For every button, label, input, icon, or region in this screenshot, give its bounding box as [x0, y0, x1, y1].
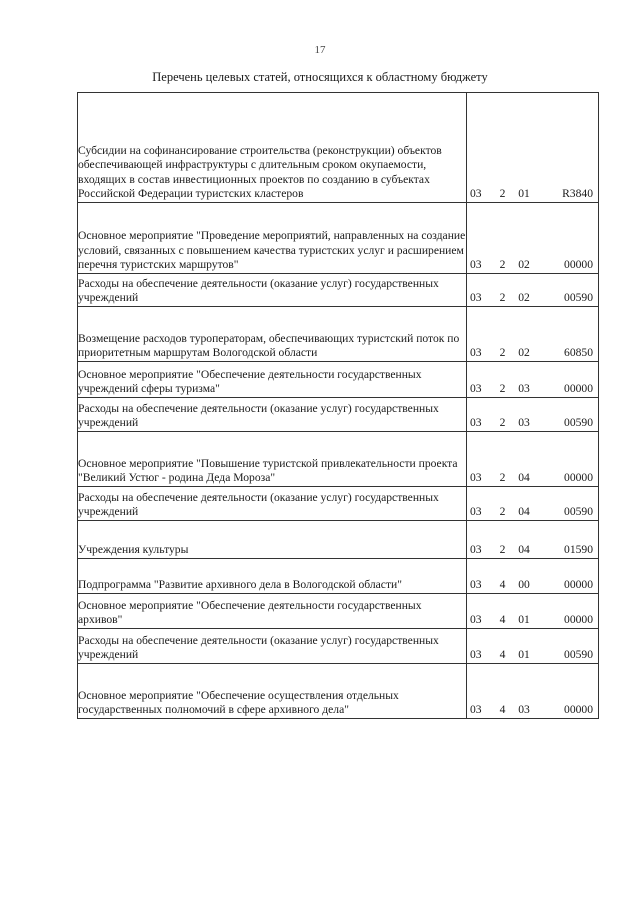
code-program: 03 [470, 291, 482, 305]
code-program: 03 [470, 346, 482, 360]
row-description: Расходы на обеспечение деятельности (оказание услуг) государственных учреждений [78, 487, 467, 521]
table-row [78, 362, 599, 398]
code-program: 03 [470, 258, 482, 272]
row-description: Расходы на обеспечение деятельности (оказание услуг) государственных учреждений [78, 398, 467, 432]
row-description: Субсидии на софинансирование строительства (реконструкции) объектов обеспечивающей инфраструктуры с длительным сроком окупаемости, входящих в состав инвестиционных проектов по созданию в субъектах Российской Федерации туристских кластеров [78, 93, 467, 203]
code-program: 03 [470, 187, 482, 201]
table-row [78, 664, 599, 719]
code-program: 03 [470, 613, 482, 627]
code-subprogram: 2 [499, 258, 506, 272]
code-program: 03 [470, 703, 482, 717]
table-row [78, 559, 599, 594]
code-program: 03 [470, 505, 482, 519]
code-direction: 00000 [564, 382, 593, 396]
code-direction: 00590 [564, 416, 593, 430]
code-subprogram: 2 [499, 291, 506, 305]
code-event: 03 [518, 416, 530, 430]
table-row [78, 432, 599, 487]
code-subprogram: 2 [499, 543, 506, 557]
row-description: Основное мероприятие "Повышение туристской привлекательности проекта "Великий Устюг - родина Деда Мороза" [78, 432, 467, 487]
code-program: 03 [470, 416, 482, 430]
code-event: 02 [518, 258, 530, 272]
row-description: Основное мероприятие "Обеспечение осуществления отдельных государственных полномочий в сфере архивного дела" [78, 664, 467, 719]
page-number: 17 [314, 44, 326, 56]
row-description: Расходы на обеспечение деятельности (оказание услуг) государственных учреждений [78, 629, 467, 664]
code-program: 03 [470, 578, 482, 592]
table-row [78, 398, 599, 432]
code-subprogram: 2 [499, 471, 506, 485]
code-direction: 00000 [564, 471, 593, 485]
row-description: Основное мероприятие "Обеспечение деятельности государственных архивов" [78, 594, 467, 629]
code-direction: 00590 [564, 505, 593, 519]
table-row [78, 307, 599, 362]
row-code [467, 432, 599, 487]
table-row [78, 487, 599, 521]
row-code [467, 559, 599, 594]
code-event: 03 [518, 382, 530, 396]
code-event: 02 [518, 346, 530, 360]
table-row [78, 274, 599, 307]
row-description: Основное мероприятие "Проведение мероприятий, направленных на создание условий, связанных с повышением качества туристских услуг и расширением перечня туристских маршрутов" [78, 203, 467, 274]
row-code [467, 203, 599, 274]
code-event: 03 [518, 703, 530, 717]
row-code [467, 487, 599, 521]
code-event: 01 [518, 613, 530, 627]
code-event: 04 [518, 471, 530, 485]
code-direction: 00000 [564, 578, 593, 592]
code-program: 03 [470, 471, 482, 485]
code-subprogram: 2 [499, 505, 506, 519]
code-subprogram: 4 [499, 613, 506, 627]
code-event: 02 [518, 291, 530, 305]
code-subprogram: 4 [499, 648, 506, 662]
table-row [78, 93, 599, 203]
code-subprogram: 2 [499, 187, 506, 201]
code-event: 04 [518, 505, 530, 519]
code-direction: 01590 [564, 543, 593, 557]
row-code [467, 664, 599, 719]
code-subprogram: 2 [499, 346, 506, 360]
code-subprogram: 4 [499, 703, 506, 717]
code-event: 01 [518, 187, 530, 201]
page-title: Перечень целевых статей, относящихся к областному бюджету [152, 70, 488, 84]
row-code [467, 93, 599, 203]
row-code [467, 594, 599, 629]
code-direction: R3840 [562, 187, 593, 201]
target-articles-table [77, 92, 599, 719]
row-description: Возмещение расходов туроператорам, обеспечивающих туристский поток по приоритетным маршрутам Вологодской области [78, 307, 467, 362]
code-subprogram: 4 [499, 578, 506, 592]
code-program: 03 [470, 382, 482, 396]
code-direction: 60850 [564, 346, 593, 360]
row-code [467, 307, 599, 362]
code-subprogram: 2 [499, 382, 506, 396]
row-code [467, 629, 599, 664]
table-row [78, 203, 599, 274]
code-event: 01 [518, 648, 530, 662]
code-direction: 00590 [564, 648, 593, 662]
code-direction: 00000 [564, 703, 593, 717]
row-code [467, 274, 599, 307]
row-description: Основное мероприятие "Обеспечение деятельности государственных учреждений сферы туризма" [78, 362, 467, 398]
code-program: 03 [470, 543, 482, 557]
table-row [78, 521, 599, 559]
code-subprogram: 2 [499, 416, 506, 430]
code-direction: 00000 [564, 258, 593, 272]
table-row [78, 594, 599, 629]
code-direction: 00000 [564, 613, 593, 627]
row-code [467, 521, 599, 559]
row-description: Расходы на обеспечение деятельности (оказание услуг) государственных учреждений [78, 274, 467, 307]
code-direction: 00590 [564, 291, 593, 305]
code-event: 04 [518, 543, 530, 557]
row-description: Подпрограмма "Развитие архивного дела в Вологодской области" [78, 559, 467, 594]
row-description: Учреждения культуры [78, 521, 467, 559]
row-code [467, 398, 599, 432]
code-program: 03 [470, 648, 482, 662]
row-code [467, 362, 599, 398]
code-event: 00 [518, 578, 530, 592]
table-row [78, 629, 599, 664]
